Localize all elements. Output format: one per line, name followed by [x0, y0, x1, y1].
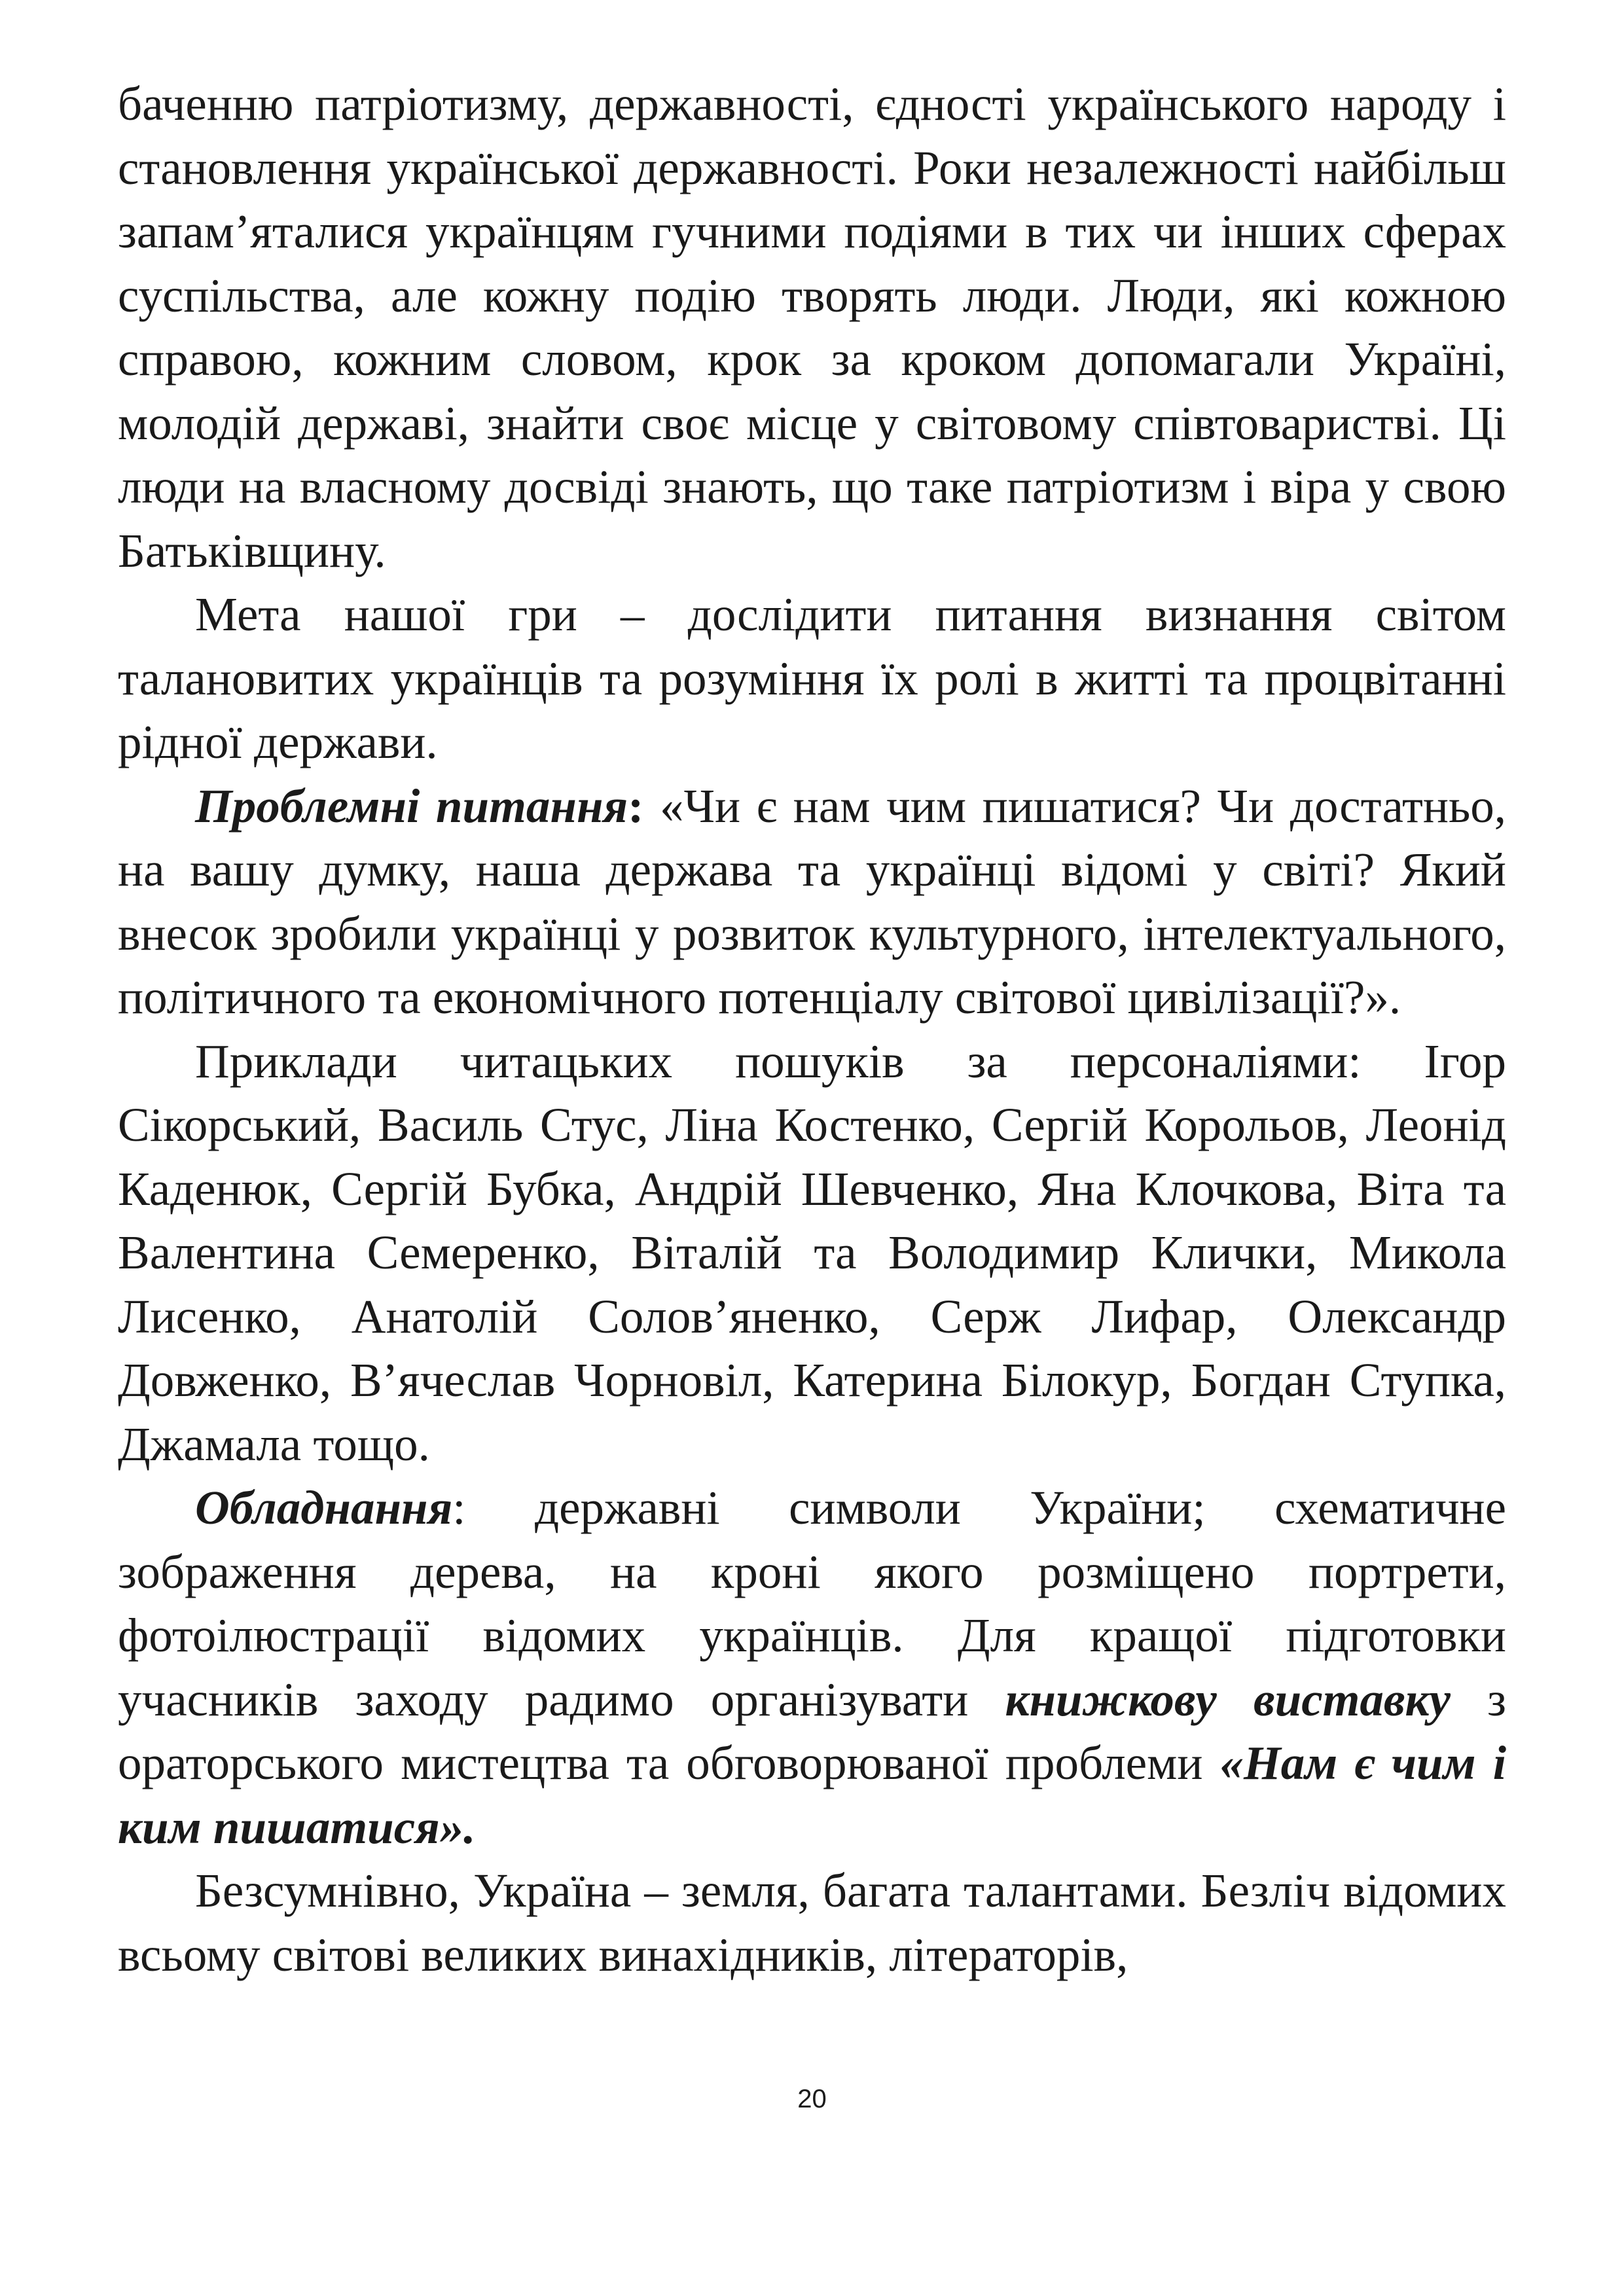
paragraph-personalities: Приклади читацьких пошуків за персоналіями: Ігор Сікорський, Василь Стус, Ліна Костенко, Сергій Корольов, Леонід Каденюк, Сергій Бубка, Андрій Шевченко, Яна Клочкова, Віта та Валентина Семеренко, Віталій та Володимир Клички, Микола Лисенко, Анатолій Солов’яненко, Серж Лифар, Олександр Довженко, В’ячеслав Чорновіл, Катерина Білокур, Богдан Ступка, Джамала тощо.: [118, 1034, 1506, 1471]
equipment-text-1: : державні символи України; схематичне зображення дерева, на кроні якого розміщено портрети, фотоілюстрації відомих українців. Для кращої підготовки учасників заходу радимо організувати: [118, 1481, 1506, 1726]
paragraph-patriotism: баченню патріотизму, державності, єдності українського народу і становлення української державності. Роки незалежності найбільш запам’яталися українцям гучними подіями в тих чи інших сферах суспільства, але кожну подію творять люди. Люди, які кожною справою, кожним словом, крок за кроком допомагали Україні, молодій державі, знайти своє місце у світовому співтоваристві. Ці люди на власному досвіді знають, що таке патріотизм і віра у свою Батьківщину.: [118, 77, 1506, 577]
paragraph-equipment: [118, 1476, 1506, 1859]
equipment-label: Обладнання: [195, 1481, 453, 1534]
book-exhibition-emphasis: книжкову виставку: [1005, 1672, 1451, 1726]
problem-questions-text: «Чи є нам чим пишатися? Чи достатньо, на вашу думку, наша держава та українці відомі у світі? Який внесок зробили українці у розвиток культурного, інтелектуального, політичного та економічного потенціалу світової цивілізації?».: [118, 779, 1506, 1024]
exhibition-title-emphasis: «Нам є чим і ким пишатися».: [118, 1736, 1506, 1854]
problem-questions-colon: :: [628, 779, 644, 833]
paragraph-problem-questions: [118, 774, 1506, 1030]
document-body: [118, 72, 1506, 1986]
problem-questions-label: Проблемні питання: [195, 779, 628, 833]
equipment-text-2: з ораторського мистецтва та обговорюваної проблеми: [118, 1672, 1506, 1789]
paragraph-goal: Мета нашої гри – дослідити питання визнання світом талановитих українців та розуміння їх ролі в житті та процвітанні рідної держави.: [118, 588, 1506, 768]
paragraph-talents: Безсумнівно, Україна – земля, багата талантами. Безліч відомих всьому світові великих винахідників, літераторів,: [118, 1864, 1506, 1981]
page-number: 20: [797, 2085, 827, 2113]
